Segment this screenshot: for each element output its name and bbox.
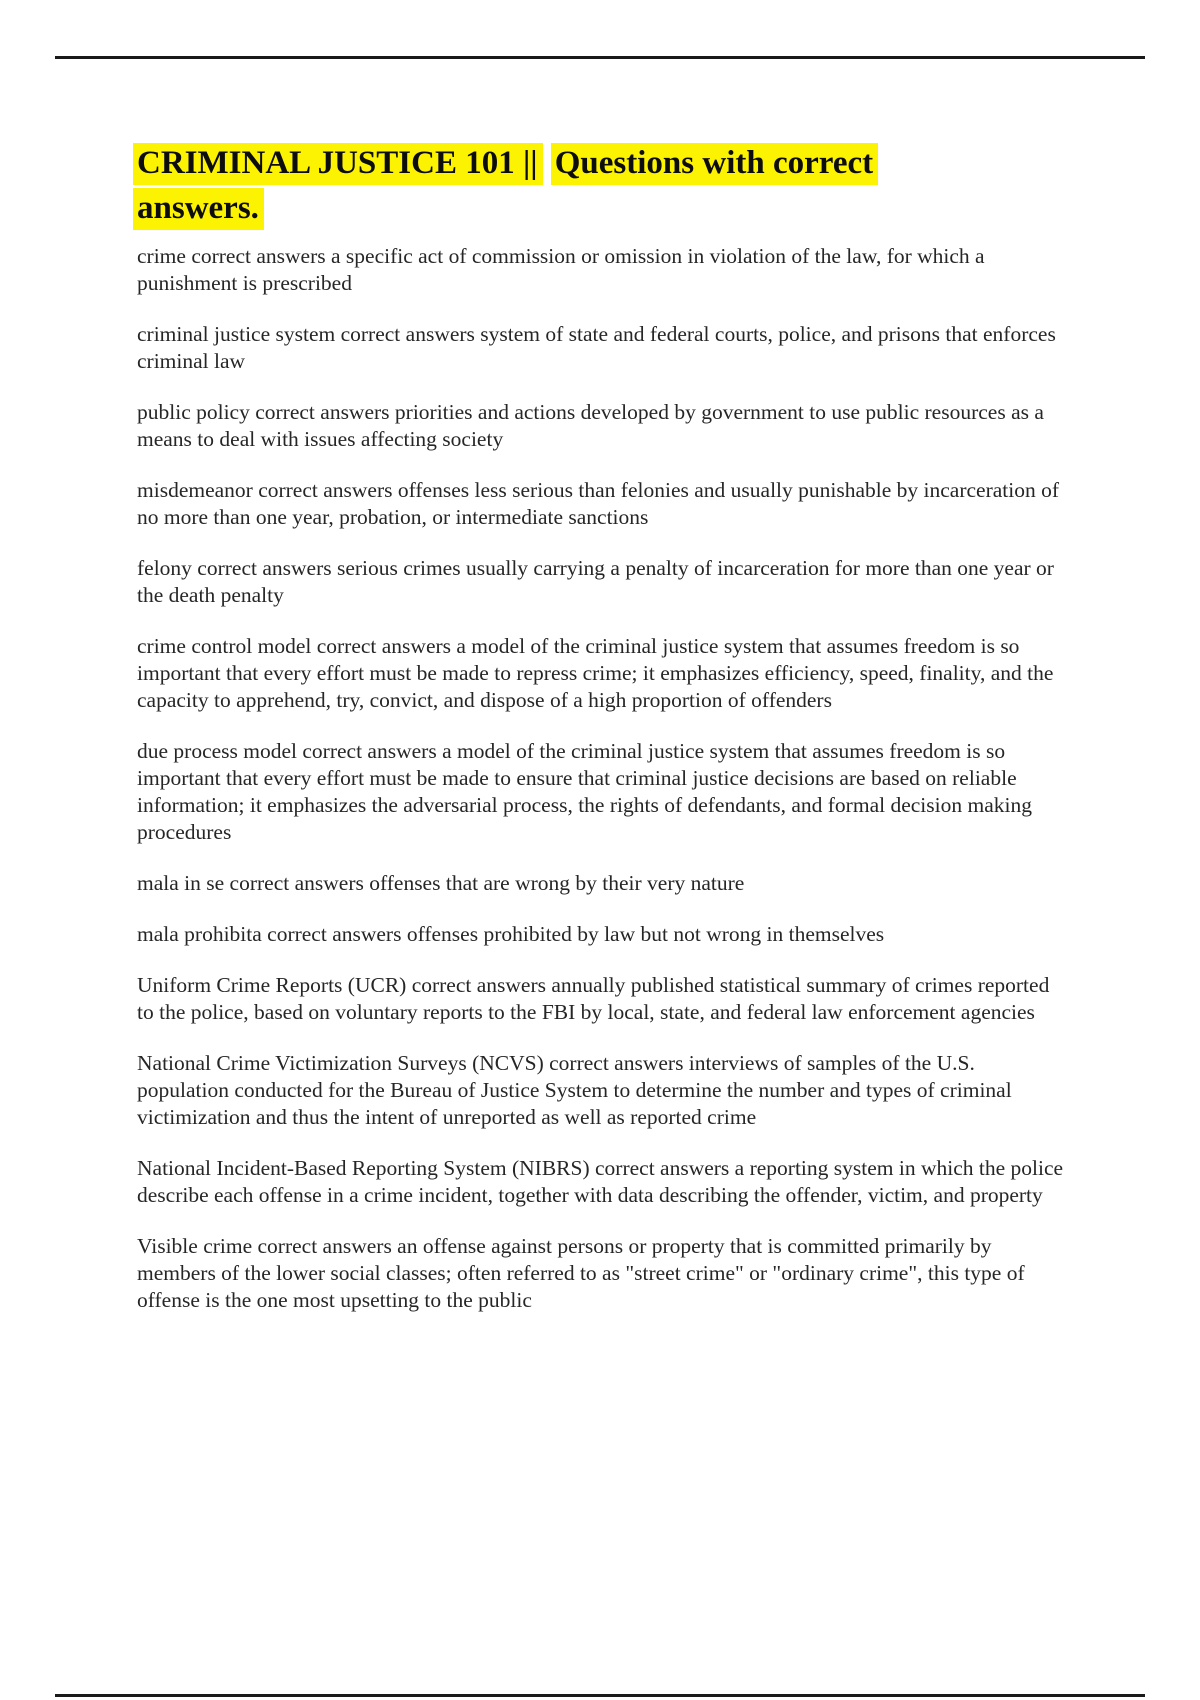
definition-paragraph: National Crime Victimization Surveys (NCVS) correct answers interviews of samples of the U.S. population conducted for the Bureau of Justice System to determine the number and types of criminal victimization and thus the intent of unreported as well as reported crime	[137, 1051, 1012, 1129]
definition-paragraph: crime control model correct answers a model of the criminal justice system that assumes freedom is so important that every effort must be made to repress crime; it emphasizes efficiency, speed, finality, and the capacity to apprehend, try, convict, and dispose of a high proportion of offenders	[137, 634, 1054, 712]
page-title	[133, 141, 1069, 231]
definition-paragraph: misdemeanor correct answers offenses less serious than felonies and usually punishable by incarceration of no more than one year, probation, or intermediate sanctions	[137, 478, 1060, 529]
title-highlight-run-3: answers.	[133, 188, 264, 230]
definition-paragraph: crime correct answers a specific act of commission or omission in violation of the law, for which a punishment is prescribed	[137, 244, 985, 295]
definition-paragraph: mala in se correct answers offenses that are wrong by their very nature	[137, 871, 745, 895]
document-content	[137, 0, 1069, 1338]
definition-paragraph: National Incident-Based Reporting System (NIBRS) correct answers a reporting system in which the police describe each offense in a crime incident, together with data describing the offender, victim, and property	[137, 1156, 1064, 1207]
definition-paragraph: public policy correct answers priorities and actions developed by government to use public resources as a means to deal with issues affecting society	[137, 400, 1044, 451]
title-highlight-run-1: CRIMINAL JUSTICE 101 ||	[133, 143, 543, 185]
definition-paragraph: Visible crime correct answers an offense against persons or property that is committed primarily by members of the lower social classes; often referred to as "street crime" or "ordinary crime", this type of offense is the one most upsetting to the public	[137, 1234, 1025, 1312]
definition-paragraph: due process model correct answers a model of the criminal justice system that assumes freedom is so important that every effort must be made to ensure that criminal justice decisions are based on reliable information; it emphasizes the adversarial process, the rights of defendants, and formal decision making procedures	[137, 739, 1032, 844]
definition-paragraph: mala prohibita correct answers offenses prohibited by law but not wrong in themselves	[137, 922, 885, 946]
definition-paragraph: criminal justice system correct answers system of state and federal courts, police, and prisons that enforces criminal law	[137, 322, 1056, 373]
bottom-rule	[55, 1694, 1145, 1697]
title-highlight-run-2: Questions with correct	[551, 143, 878, 185]
definition-paragraph: felony correct answers serious crimes usually carrying a penalty of incarceration for more than one year or the death penalty	[137, 556, 1054, 607]
definition-paragraph: Uniform Crime Reports (UCR) correct answers annually published statistical summary of crimes reported to the police, based on voluntary reports to the FBI by local, state, and federal law enforcement agencies	[137, 973, 1050, 1024]
